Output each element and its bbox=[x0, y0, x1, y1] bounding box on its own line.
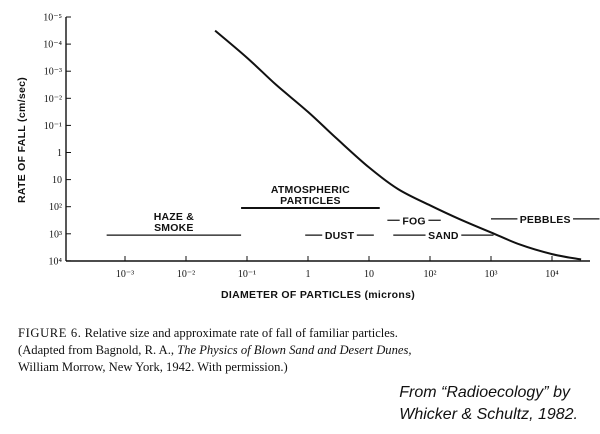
y-tick-label: 10² bbox=[49, 202, 62, 214]
x-tick-label: 1 bbox=[305, 269, 311, 280]
x-tick-label: 10⁻² bbox=[176, 269, 196, 280]
y-tick-label: 1 bbox=[57, 148, 62, 159]
y-tick-label: 10⁻⁴ bbox=[43, 39, 62, 51]
figure-caption bbox=[18, 325, 588, 376]
range-atmospheric bbox=[241, 184, 380, 208]
y-tick-label: 10⁻² bbox=[43, 93, 62, 105]
y-tick-label: 10⁻¹ bbox=[43, 120, 62, 132]
y-axis-label: RATE OF FALL (cm/sec) bbox=[16, 76, 28, 204]
y-tick-label: 10⁴ bbox=[48, 256, 62, 268]
x-axis-label: DIAMETER OF PARTICLES (microns) bbox=[220, 289, 416, 301]
y-tick-label: 10⁻⁵ bbox=[43, 12, 62, 24]
source-citation bbox=[399, 382, 578, 426]
x-tick-label: 10 bbox=[364, 269, 374, 280]
range-label: PARTICLES bbox=[280, 195, 341, 208]
x-tick-label: 10⁻¹ bbox=[237, 269, 257, 280]
y-tick-label: 10⁻³ bbox=[43, 66, 62, 78]
range-pebbles bbox=[491, 214, 599, 226]
x-tick-label: 10³ bbox=[484, 269, 498, 280]
caption-line-3: William Morrow, New York, 1942. With permission.) bbox=[18, 360, 288, 374]
range-label: FOG bbox=[402, 215, 426, 228]
range-label: ATMOSPHERIC bbox=[270, 184, 350, 197]
caption-book-title: The Physics of Blown Sand and Desert Dunes, bbox=[177, 343, 412, 357]
x-tick-label: 10⁻³ bbox=[115, 269, 135, 280]
caption-line-1: Relative size and approximate rate of fall of familiar particles. bbox=[84, 326, 398, 340]
range-label: SMOKE bbox=[154, 222, 194, 235]
range-label: DUST bbox=[324, 230, 355, 243]
y-axis-ticks bbox=[43, 13, 71, 268]
range-sand bbox=[393, 230, 493, 242]
source-line-2: Whicker & Schultz, 1982. bbox=[399, 406, 578, 423]
y-tick-label: 10³ bbox=[49, 229, 62, 241]
source-line-1: From “Radioecology” by bbox=[399, 384, 570, 401]
range-fog bbox=[387, 215, 440, 227]
y-tick-label: 10 bbox=[52, 175, 62, 187]
range-label: HAZE & bbox=[153, 211, 195, 224]
caption-figure-number: FIGURE 6. bbox=[18, 326, 82, 340]
chart-axes bbox=[66, 17, 590, 261]
range-label: PEBBLES bbox=[519, 213, 571, 226]
x-tick-label: 10⁴ bbox=[545, 269, 559, 280]
range-label: SAND bbox=[428, 230, 459, 243]
particle-ranges bbox=[107, 184, 600, 242]
range-dust bbox=[305, 230, 374, 242]
caption-line-2: (Adapted from Bagnold, R. A., bbox=[18, 343, 178, 357]
x-tick-label: 10² bbox=[423, 269, 437, 280]
range-haze bbox=[107, 211, 241, 235]
x-axis-ticks bbox=[116, 256, 559, 280]
